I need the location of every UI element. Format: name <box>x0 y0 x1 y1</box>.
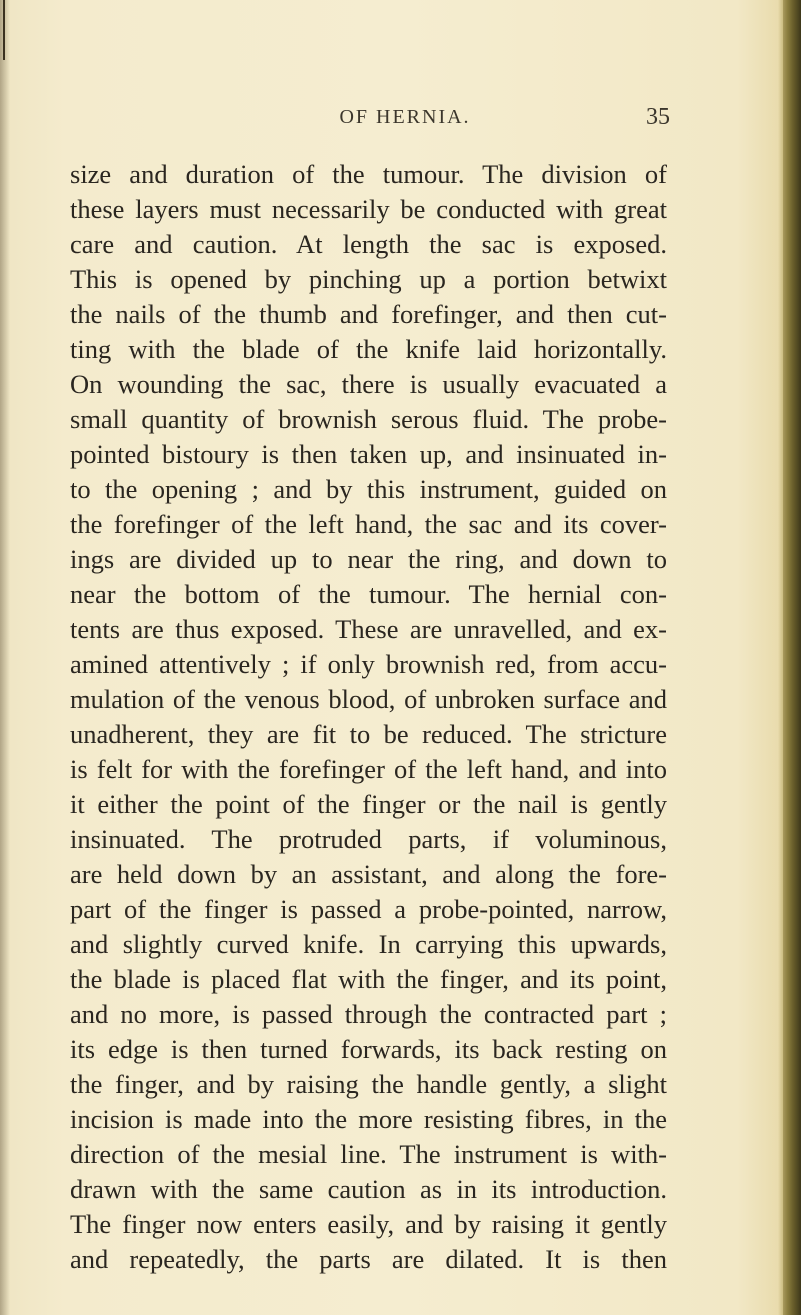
text-line: amined attentively ; if only brownish red, from accu- <box>70 649 667 679</box>
text-line: tents are thus exposed. These are unravelled, and ex- <box>70 614 667 644</box>
text-line: are held down by an assistant, and along the fore- <box>70 859 667 889</box>
gutter-shadow <box>0 0 10 1315</box>
text-line: and repeatedly, the parts are dilated. It is then <box>70 1244 667 1274</box>
text-line: drawn with the same caution as in its introduction. <box>70 1174 667 1204</box>
page-fore-edge <box>783 0 801 1315</box>
text-line: unadherent, they are fit to be reduced. The stricture <box>70 719 667 749</box>
text-line: care and caution. At length the sac is exposed. <box>70 229 667 259</box>
text-line: near the bottom of the tumour. The hernial con- <box>70 579 667 609</box>
text-line: the finger, and by raising the handle gently, a slight <box>70 1069 667 1099</box>
text-line: pointed bistoury is then taken up, and insinuated in- <box>70 439 667 469</box>
text-line: ings are divided up to near the ring, and down to <box>70 544 667 574</box>
text-line: ting with the blade of the knife laid horizontally. <box>70 334 667 364</box>
text-line: to the opening ; and by this instrument, guided on <box>70 474 667 504</box>
text-line: is felt for with the forefinger of the left hand, and into <box>70 754 667 784</box>
text-line: and no more, is passed through the contracted part ; <box>70 999 667 1029</box>
page-edge-mark <box>3 0 5 60</box>
text-line: On wounding the sac, there is usually evacuated a <box>70 369 667 399</box>
text-line: insinuated. The protruded parts, if voluminous, <box>70 824 667 854</box>
page-header <box>0 104 801 134</box>
text-line: part of the finger is passed a probe-pointed, narrow, <box>70 894 667 924</box>
text-line: the forefinger of the left hand, the sac and its cover- <box>70 509 667 539</box>
text-line: small quantity of brownish serous fluid. The probe- <box>70 404 667 434</box>
text-line: direction of the mesial line. The instrument is with- <box>70 1139 667 1169</box>
text-line: incision is made into the more resisting fibres, in the <box>70 1104 667 1134</box>
text-line: these layers must necessarily be conducted with great <box>70 194 667 224</box>
text-line: it either the point of the finger or the nail is gently <box>70 789 667 819</box>
text-line: size and duration of the tumour. The division of <box>70 159 667 189</box>
running-head: OF HERNIA. <box>339 106 471 128</box>
text-line: and slightly curved knife. In carrying this upwards, <box>70 929 667 959</box>
text-line: mulation of the venous blood, of unbroken surface and <box>70 684 667 714</box>
text-line: The finger now enters easily, and by raising it gently <box>70 1209 667 1239</box>
text-line: the nails of the thumb and forefinger, and then cut- <box>70 299 667 329</box>
page-number: 35 <box>646 104 670 130</box>
text-line: the blade is placed flat with the finger, and its point, <box>70 964 667 994</box>
text-line: This is opened by pinching up a portion betwixt <box>70 264 667 294</box>
text-line: its edge is then turned forwards, its back resting on <box>70 1034 667 1064</box>
